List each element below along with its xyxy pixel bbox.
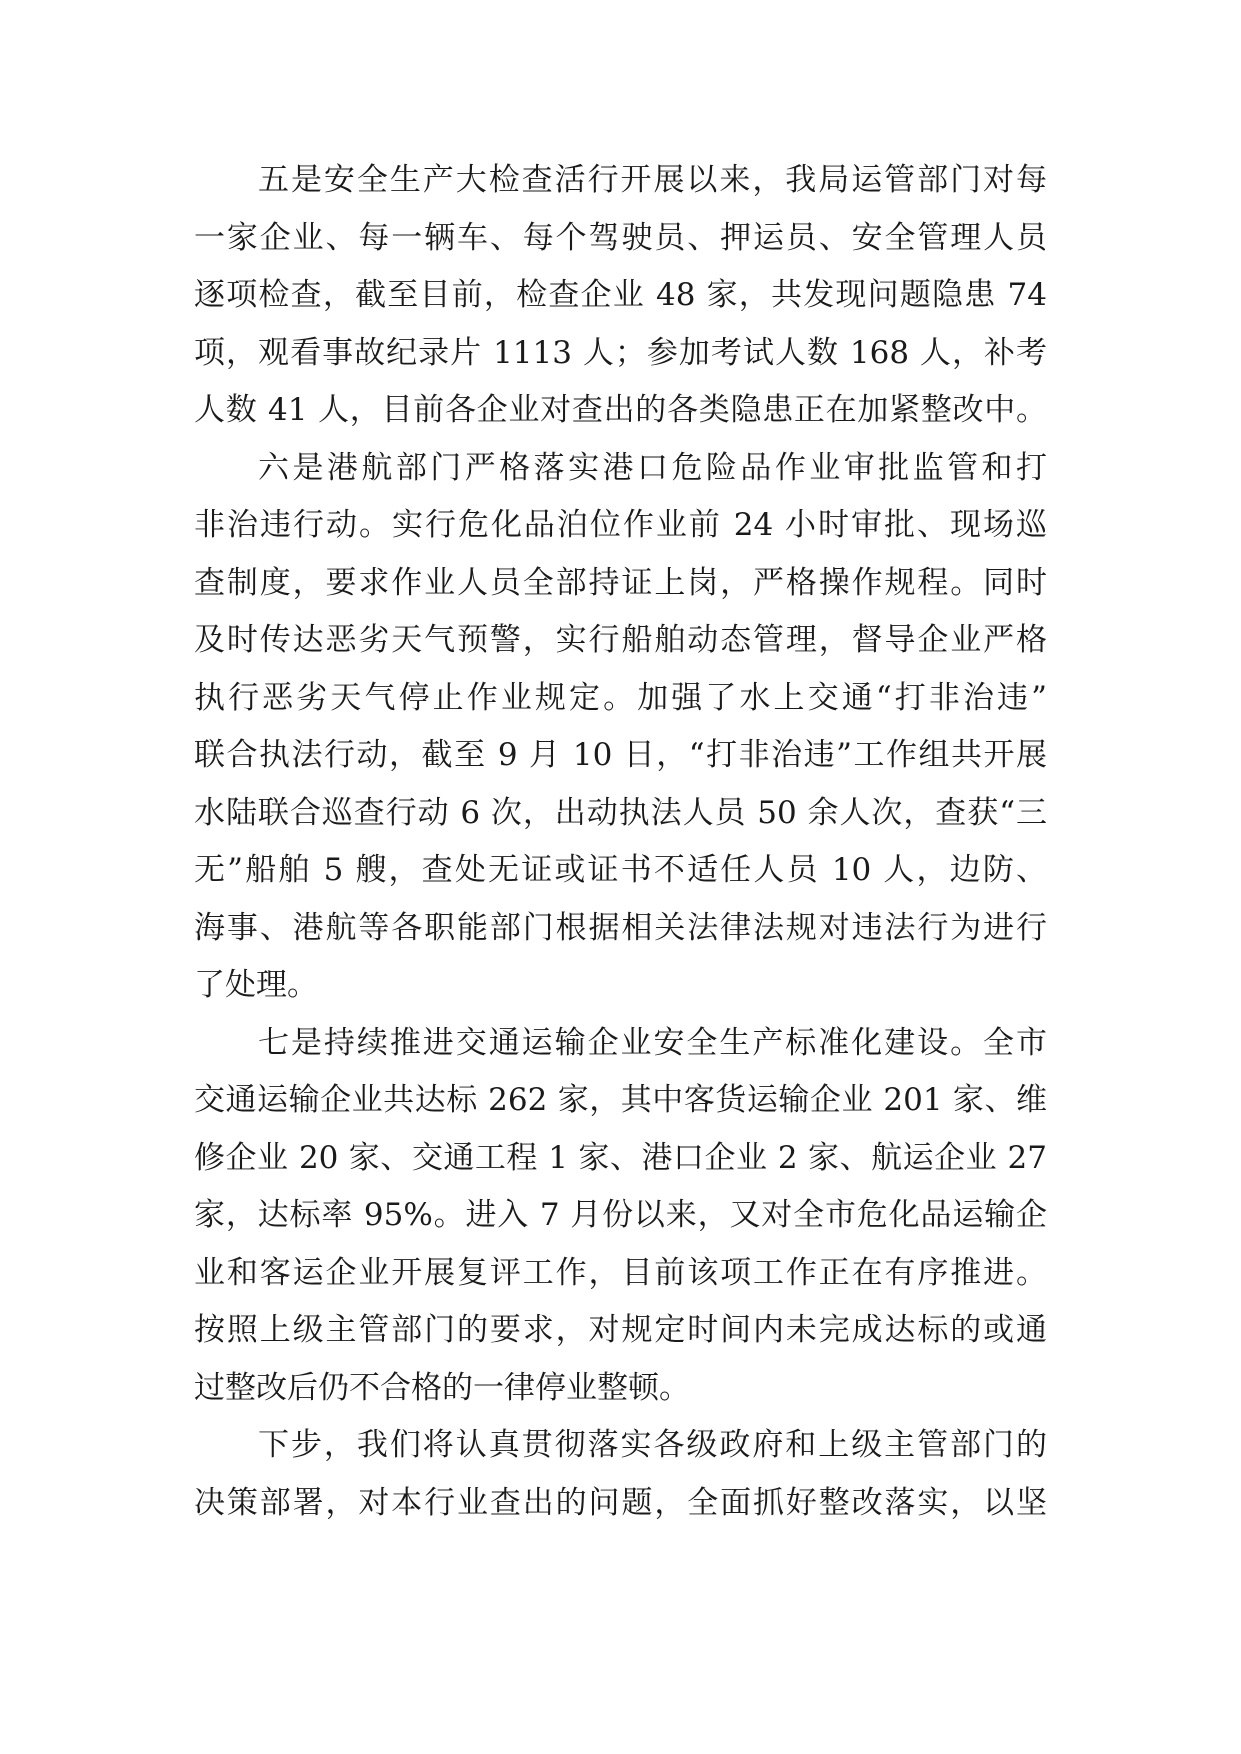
paragraph-line: 海事、港航等各职能部门根据相关法律法规对违法行为进行: [194, 909, 1047, 946]
paragraph-line: 联合执法行动，截至 9 月 10 日，“打非治违”工作组共开展: [194, 737, 1047, 773]
paragraph-line: 项，观看事故纪录片 1113 人；参加考试人数 168 人，补考: [194, 334, 1047, 371]
paragraph-line: 六是港航部门严格落实港口危险品作业审批监管和打: [258, 449, 1047, 486]
paragraph-line: 无”船舶 5 艘，查处无证或证书不适任人员 10 人，边防、: [194, 852, 1047, 888]
document-body: [194, 152, 1047, 1532]
paragraph-line: 非治违行动。实行危化品泊位作业前 24 小时审批、现场巡: [194, 507, 1047, 543]
paragraph-line: 决策部署，对本行业查出的问题，全面抓好整改落实，以坚: [194, 1484, 1047, 1521]
paragraph-line: 修企业 20 家、交通工程 1 家、港口企业 2 家、航运企业 27: [194, 1139, 1047, 1176]
paragraph-line: 了处理。: [194, 967, 318, 1003]
paragraph-line: 人数 41 人，目前各企业对查出的各类隐患正在加紧整改中。: [194, 392, 1047, 428]
paragraph-line: 过整改后仍不合格的一律停业整顿。: [194, 1369, 690, 1406]
paragraph-line: 查制度，要求作业人员全部持证上岗，严格操作规程。同时: [194, 564, 1047, 601]
paragraph-line: 执行恶劣天气停止作业规定。加强了水上交通“打非治违”: [194, 679, 1047, 716]
paragraph-line: 一家企业、每一辆车、每个驾驶员、押运员、安全管理人员: [194, 219, 1047, 256]
paragraph-line: 七是持续推进交通运输企业安全生产标准化建设。全市: [258, 1024, 1047, 1061]
paragraph-line: 水陆联合巡查行动 6 次，出动执法人员 50 余人次，查获“三: [194, 794, 1047, 831]
paragraph-line: 及时传达恶劣天气预警，实行船舶动态管理，督导企业严格: [194, 622, 1047, 658]
paragraph-line: 下步，我们将认真贯彻落实各级政府和上级主管部门的: [258, 1427, 1047, 1463]
paragraph-line: 五是安全生产大检查活行开展以来，我局运管部门对每: [258, 162, 1047, 198]
paragraph-line: 交通运输企业共达标 262 家，其中客货运输企业 201 家、维: [194, 1082, 1047, 1118]
paragraph-line: 按照上级主管部门的要求，对规定时间内未完成达标的或通: [194, 1312, 1047, 1348]
paragraph-line: 业和客运企业开展复评工作，目前该项工作正在有序推进。: [194, 1254, 1047, 1291]
paragraph-line: 家，达标率 95%。进入 7 月份以来，又对全市危化品运输企: [194, 1197, 1047, 1233]
paragraph-line: 逐项检查，截至目前，检查企业 48 家，共发现问题隐患 74: [194, 277, 1047, 313]
